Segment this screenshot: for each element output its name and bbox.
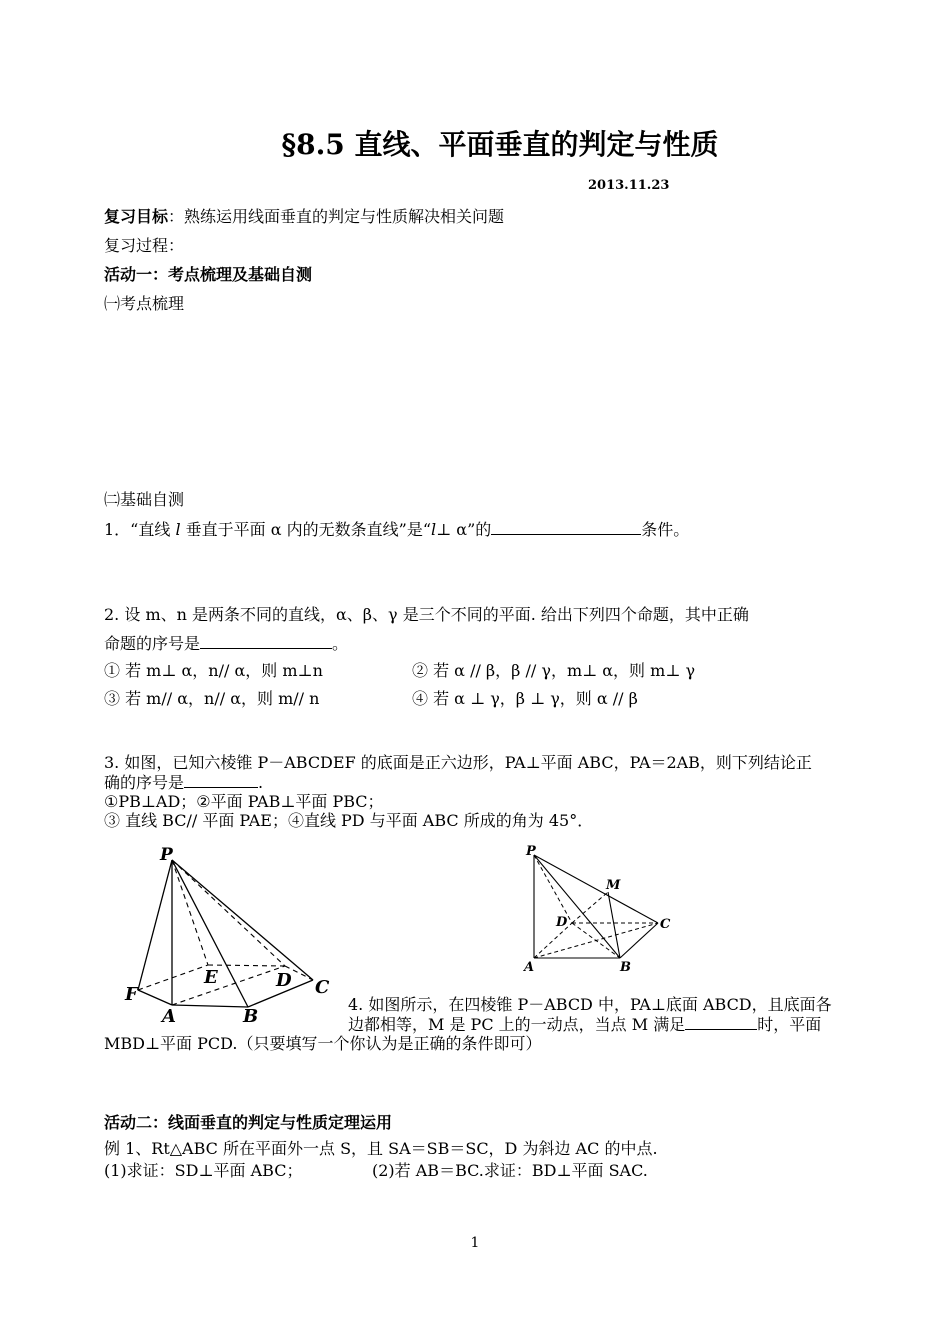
label-C: C [315, 977, 330, 998]
q3-line4: ③ 直线 BC// 平面 PAE；④直线 PD 与平面 ABC 所成的角为 45°． [104, 811, 594, 830]
review-goal [104, 204, 504, 227]
label-F: F [125, 984, 138, 1005]
label-M: M [606, 878, 621, 893]
q1-l: l [175, 520, 181, 539]
edge-MB [608, 892, 620, 958]
section1-heading: ㈠考点梳理 [104, 294, 185, 313]
q2-line2-pre: 命题的序号是 [104, 634, 201, 653]
q2-option-3: ③ 若 m// α，n// α，则 m// n [104, 689, 320, 708]
q4-line3: MBD⊥平面 PCD.（只要填写一个你认为是正确的条件即可） [104, 1034, 542, 1053]
q1-pre: 1．“直线 [104, 520, 176, 539]
label-C: C [660, 917, 671, 932]
edge-BC [620, 923, 658, 958]
edge-PF [138, 860, 172, 990]
review-process: 复习过程： [104, 236, 185, 255]
q2-line2 [104, 631, 348, 654]
edge-AB [172, 1005, 248, 1007]
q4-line2-pre: 边都相等，M 是 PC 上的一动点，当点 M 满足 [348, 1015, 686, 1034]
q2-line2-post: 。 [332, 634, 349, 653]
goal-text: ：熟练运用线面垂直的判定与性质解决相关问题 [168, 207, 505, 226]
question-1 [104, 517, 689, 540]
q4-line2-post: 时，平面 [757, 1015, 822, 1034]
q3-line2-post: . [258, 773, 264, 792]
example1-part2: (2)若 AB＝BC.求证：BD⊥平面 SAC. [372, 1161, 648, 1180]
q3-line1: 3. 如图，已知六棱锥 P－ABCDEF 的底面是正六边形，PA⊥平面 ABC，PA＝2AB，则下列结论正 [104, 753, 812, 772]
q4-line1: 4. 如图所示，在四棱锥 P－ABCD 中，PA⊥底面 ABCD，且底面各 [348, 995, 832, 1014]
label-D: D [556, 915, 568, 930]
date: 2013.11.23 [588, 178, 670, 193]
example1-line1: 例 1、Rt△ABC 所在平面外一点 S，且 SA＝SB＝SC，D 为斜边 AC 的中点. [104, 1139, 658, 1158]
q2-option-4: ④ 若 α ⊥ γ，β ⊥ γ，则 α // β [412, 689, 638, 708]
q3-answer-blank[interactable] [184, 773, 258, 788]
label-E: E [204, 967, 218, 988]
label-B: B [620, 960, 631, 975]
edge-FE [138, 965, 208, 990]
q1-answer-blank[interactable] [491, 520, 641, 535]
q2-answer-blank[interactable] [200, 634, 332, 649]
figure-square-pyramid [520, 840, 680, 980]
page-number: 1 [470, 1235, 480, 1251]
page-title: §8.5 直线、平面垂直的判定与性质 [281, 128, 719, 161]
q1-post: 条件。 [641, 520, 690, 539]
label-P: P [160, 845, 173, 865]
q3-line3: ①PB⊥AD；②平面 PAB⊥平面 PBC； [104, 792, 384, 811]
label-P: P [526, 844, 536, 859]
label-B: B [243, 1006, 259, 1027]
label-A: A [162, 1006, 176, 1027]
example1-part1: (1)求证：SD⊥平面 ABC； [104, 1161, 303, 1180]
activity2-heading: 活动二：线面垂直的判定与性质定理运用 [104, 1113, 393, 1132]
q2-line1: 2. 设 m、n 是两条不同的直线，α、β、γ 是三个不同的平面. 给出下列四个命题，其中正确 [104, 605, 749, 624]
q1-mid2: ⊥ α”的 [436, 520, 492, 539]
q2-option-1: ① 若 m⊥ α，n// α，则 m⊥n [104, 661, 323, 680]
q3-line2-pre: 确的序号是 [104, 773, 185, 792]
q2-option-2: ② 若 α // β，β // γ，m⊥ α，则 m⊥ γ [412, 661, 696, 680]
edge-ED [208, 965, 285, 966]
edge-DB [572, 923, 620, 958]
q4-answer-blank[interactable] [685, 1015, 757, 1030]
label-A: A [524, 960, 535, 975]
activity1-heading: 活动一：考点梳理及基础自测 [104, 265, 313, 284]
label-D: D [276, 970, 292, 991]
goal-label: 复习目标 [104, 207, 169, 226]
section2-heading: ㈡基础自测 [104, 490, 185, 509]
edge-PB [534, 855, 620, 958]
edge-PD [172, 860, 285, 966]
q1-l2: l [431, 520, 437, 539]
q1-mid: 垂直于平面 α 内的无数条直线”是“ [180, 520, 432, 539]
figure-hexagonal-pyramid [120, 840, 345, 1030]
edge-FA [138, 990, 172, 1005]
